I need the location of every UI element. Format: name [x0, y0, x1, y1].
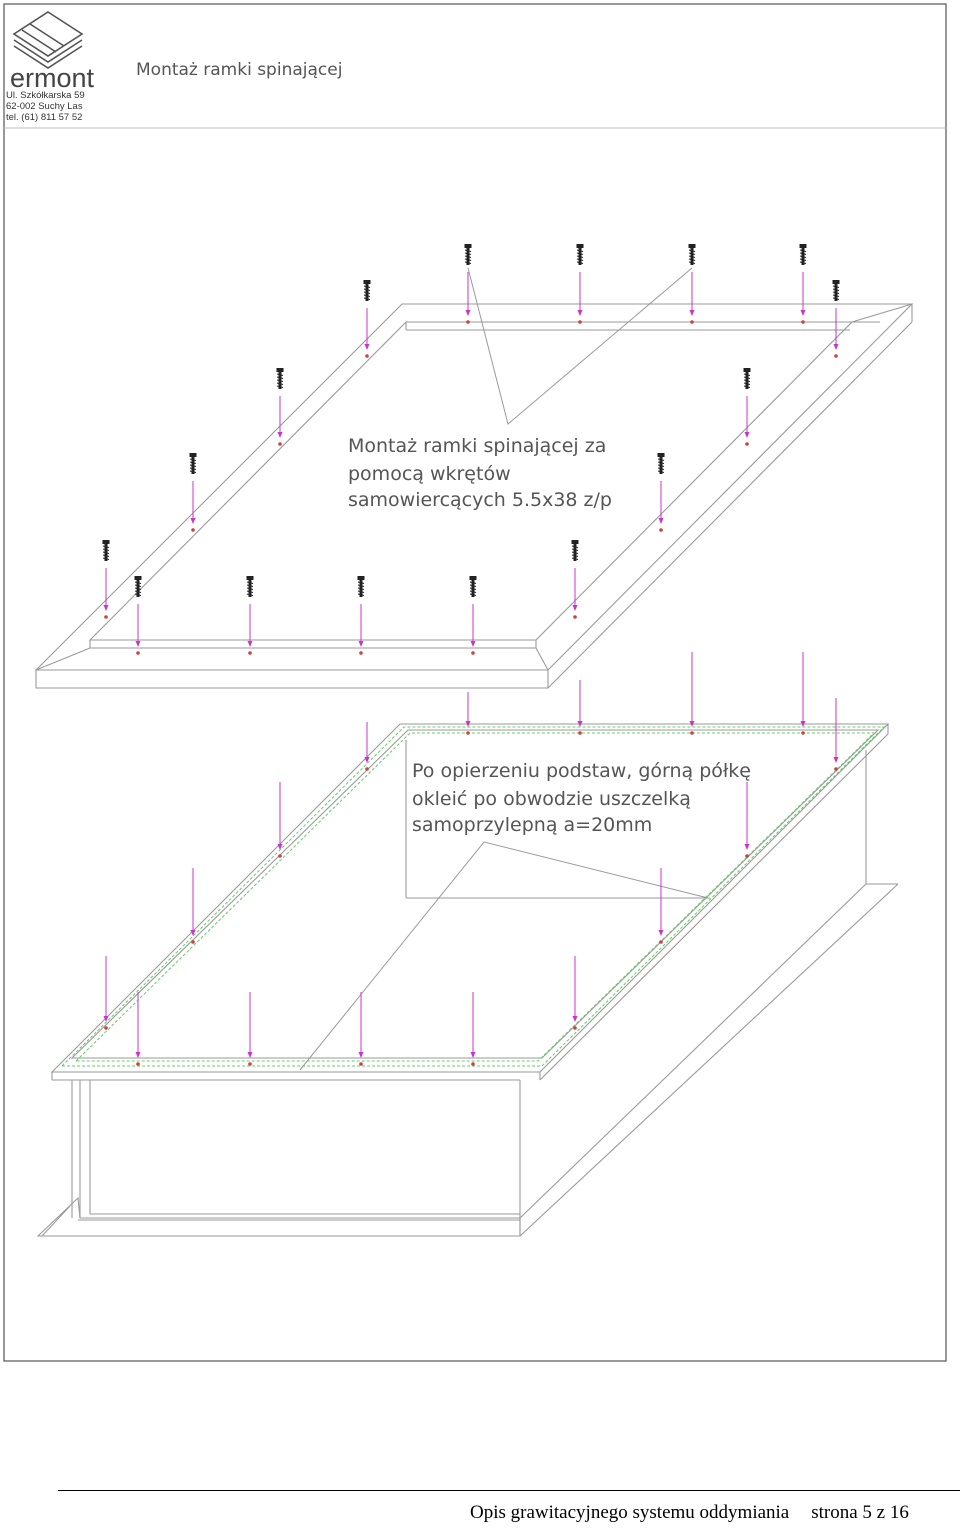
- screw-hole: [191, 528, 195, 532]
- arrow: [191, 481, 196, 524]
- direction-arrows: [104, 652, 839, 1058]
- screw-icon: [364, 280, 371, 301]
- screw-icon: [465, 244, 472, 265]
- screw-icon: [800, 244, 807, 265]
- address-line-2: 62-002 Suchy Las: [6, 101, 83, 112]
- arrow-head-icon: [359, 1052, 364, 1058]
- screw-hole: [278, 442, 282, 446]
- arrow-head-icon: [745, 844, 750, 850]
- screw-hole: [834, 767, 838, 771]
- screw-head: [800, 244, 807, 248]
- screw-hole: [248, 1062, 252, 1066]
- screw-icon: [572, 540, 579, 561]
- screw-hole: [471, 651, 475, 655]
- screw-icon: [470, 576, 477, 597]
- arrow: [136, 992, 141, 1058]
- screw-icon: [277, 368, 284, 389]
- screw-head: [190, 453, 197, 457]
- arrow: [573, 568, 578, 611]
- arrow: [248, 992, 253, 1058]
- arrow-head-icon: [834, 757, 839, 763]
- page-title: Montaż ramki spinającej: [136, 60, 343, 80]
- arrow-head-icon: [578, 310, 583, 316]
- screw-head: [572, 540, 579, 544]
- screw-head: [577, 244, 584, 248]
- screw-head: [135, 576, 142, 580]
- arrow: [801, 652, 806, 727]
- arrow-head-icon: [104, 605, 109, 611]
- upper-note-line-3: samowiercących 5.5x38 z/p: [348, 489, 612, 511]
- logo-stack-icon: [14, 12, 82, 68]
- upper-holes: [104, 320, 838, 655]
- arrow-head-icon: [471, 1052, 476, 1058]
- arrow-head-icon: [834, 344, 839, 350]
- lower-note: [412, 760, 751, 836]
- address-line-3: tel. (61) 811 57 52: [6, 112, 83, 123]
- arrow-head-icon: [659, 518, 664, 524]
- screw-head: [364, 280, 371, 284]
- arrow: [278, 782, 283, 850]
- screw-hole: [136, 651, 140, 655]
- document-title: Opis grawitacyjnego systemu oddymiania: [470, 1502, 790, 1523]
- screw-hole: [471, 1062, 475, 1066]
- screw-hole: [466, 320, 470, 324]
- screw-hole: [659, 528, 663, 532]
- arrow-head-icon: [248, 1052, 253, 1058]
- screw-hole: [365, 354, 369, 358]
- screw-hole: [359, 1062, 363, 1066]
- arrow: [745, 396, 750, 438]
- arrow-head-icon: [191, 518, 196, 524]
- arrow: [690, 652, 695, 727]
- screw-head: [658, 453, 665, 457]
- screw-hole: [573, 1026, 577, 1030]
- screw-hole: [359, 651, 363, 655]
- arrow-head-icon: [466, 310, 471, 316]
- screw-head: [465, 244, 472, 248]
- arrow: [278, 396, 283, 438]
- page-footer: [0, 1490, 960, 1530]
- arrow-head-icon: [136, 1052, 141, 1058]
- screw-head: [833, 280, 840, 284]
- arrow-head-icon: [573, 1016, 578, 1022]
- page-number: strona 5 z 16: [811, 1502, 909, 1523]
- arrow: [365, 722, 370, 763]
- screw-icon: [833, 280, 840, 301]
- lower-note-line-2: okleić po obwodzie uszczelką: [412, 788, 691, 810]
- upper-note-line-2: pomocą wkrętów: [348, 463, 511, 485]
- screw-hole: [578, 320, 582, 324]
- arrow: [801, 272, 806, 316]
- screw-hole: [801, 731, 805, 735]
- screw-hole: [136, 1062, 140, 1066]
- screw-icon: [658, 453, 665, 474]
- drawing-border: [4, 4, 946, 1361]
- screw-icon: [358, 576, 365, 597]
- arrow: [466, 272, 471, 316]
- screw-hole: [834, 354, 838, 358]
- arrow: [365, 308, 370, 350]
- arrow-head-icon: [745, 432, 750, 438]
- screw-hole: [365, 767, 369, 771]
- arrow: [659, 481, 664, 524]
- arrow-head-icon: [278, 844, 283, 850]
- arrow: [834, 308, 839, 350]
- lower-note-line-3: samoprzylepną a=20mm: [412, 814, 653, 836]
- arrow-head-icon: [573, 605, 578, 611]
- screw-hole: [278, 854, 282, 858]
- screw-icon: [135, 576, 142, 597]
- arrow-head-icon: [248, 641, 253, 647]
- arrow: [104, 956, 109, 1022]
- screw-hole: [745, 854, 749, 858]
- arrow-head-icon: [365, 344, 370, 350]
- screw-icon: [577, 244, 584, 265]
- upper-note: [348, 435, 612, 511]
- arrow: [659, 868, 664, 936]
- screw-head: [277, 368, 284, 372]
- screw-hole: [573, 615, 577, 619]
- arrow-head-icon: [659, 930, 664, 936]
- screw-icon: [103, 540, 110, 561]
- screw-hole: [104, 1026, 108, 1030]
- arrow: [578, 272, 583, 316]
- screw-head: [470, 576, 477, 580]
- footer-rule: [58, 1490, 960, 1491]
- screw-hole: [191, 940, 195, 944]
- screw-hole: [801, 320, 805, 324]
- screw-head: [247, 576, 254, 580]
- arrow: [104, 568, 109, 611]
- arrow-head-icon: [471, 641, 476, 647]
- screw-head: [103, 540, 110, 544]
- arrow-head-icon: [801, 310, 806, 316]
- lower-note-line-1: Po opierzeniu podstaw, górną półkę: [412, 760, 751, 782]
- screw-hole: [104, 615, 108, 619]
- arrow: [690, 272, 695, 316]
- screw-hole: [466, 731, 470, 735]
- arrow: [745, 782, 750, 850]
- arrow: [191, 868, 196, 936]
- brand-name: ermont: [10, 63, 95, 93]
- arrow-head-icon: [690, 310, 695, 316]
- arrow-head-icon: [359, 641, 364, 647]
- arrow: [466, 692, 471, 727]
- arrow-head-icon: [136, 641, 141, 647]
- screw-hole: [578, 731, 582, 735]
- arrow: [578, 680, 583, 727]
- screw-hole: [248, 651, 252, 655]
- screw-head: [744, 368, 751, 372]
- screw-hole: [690, 731, 694, 735]
- screw-hole: [659, 940, 663, 944]
- ermont-logo: [6, 12, 95, 123]
- screw-icon: [190, 453, 197, 474]
- screw-head: [689, 244, 696, 248]
- address-line-1: Ul. Szkółkarska 59: [6, 90, 85, 101]
- screw-hole: [745, 442, 749, 446]
- screw-icon: [247, 576, 254, 597]
- upper-note-line-1: Montaż ramki spinającej za: [348, 435, 607, 457]
- arrow: [359, 992, 364, 1058]
- arrow: [471, 992, 476, 1058]
- arrow: [573, 956, 578, 1022]
- screw-icon: [689, 244, 696, 265]
- screw-hole: [690, 320, 694, 324]
- screw-head: [358, 576, 365, 580]
- arrow-head-icon: [278, 432, 283, 438]
- footer-text: [470, 1502, 909, 1524]
- screw-icon: [744, 368, 751, 389]
